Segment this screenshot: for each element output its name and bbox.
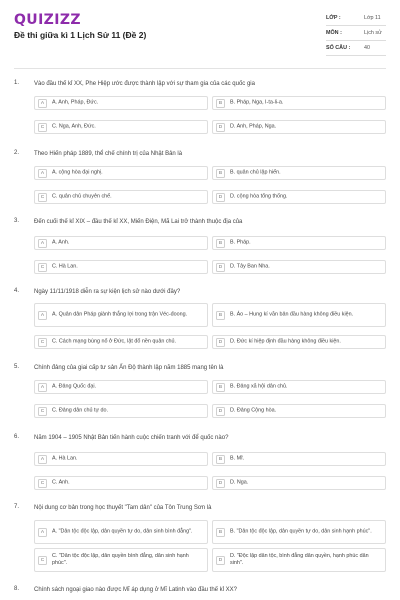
option-letter-badge: B (216, 311, 225, 320)
question-count-value: 40 (364, 45, 370, 51)
option-letter-badge: A (38, 99, 47, 108)
worksheet-title: Đề thi giữa kì 1 Lịch Sử 11 (Đề 2) (14, 30, 147, 40)
field-underline (326, 55, 386, 56)
answer-option-b[interactable] (212, 303, 386, 327)
option-text: D. "Độc lập dân tộc, bình đẳng dân quyền, hạnh phúc dân sinh". (230, 553, 369, 566)
answer-option-d[interactable] (212, 335, 386, 349)
answer-option-b[interactable] (212, 520, 386, 544)
answer-option-a[interactable] (34, 452, 208, 466)
question-text: Theo Hiến pháp 1889, thể chế chính trị của Nhật Bản là (34, 151, 183, 157)
answer-option-a[interactable] (34, 380, 208, 394)
answer-option-a[interactable] (34, 236, 208, 250)
option-letter-badge: B (216, 455, 225, 464)
answer-option-d[interactable] (212, 404, 386, 418)
option-letter-badge: C (38, 263, 47, 272)
answer-option-a[interactable] (34, 166, 208, 180)
option-text: A. "Dân tộc độc lập, dân quyền tự do, dân sinh bình đẳng". (52, 528, 193, 535)
option-letter-badge: A (38, 169, 47, 178)
option-letter-badge: C (38, 193, 47, 202)
field-underline (326, 40, 386, 41)
answer-option-b[interactable] (212, 452, 386, 466)
option-text: B. Đảng xã hội dân chủ. (230, 383, 288, 390)
option-text: B. Mĩ. (230, 455, 245, 462)
subject-value: Lịch sử (364, 30, 382, 36)
question-number: 1. (14, 80, 20, 86)
option-text: A. Anh, Pháp, Đức. (52, 99, 99, 106)
answer-option-a[interactable] (34, 520, 208, 544)
option-text: C. "Dân tộc độc lập, dân quyền bình đẳng, dân sinh hạnh phúc". (52, 553, 189, 566)
answer-option-d[interactable] (212, 548, 386, 572)
option-letter-badge: A (38, 528, 47, 537)
option-text: B. quân chủ lập hiến. (230, 169, 281, 176)
option-letter-badge: A (38, 311, 47, 320)
question-text: Năm 1904 – 1905 Nhật Bản tiến hành cuộc chiến tranh với để quốc nào? (34, 435, 229, 441)
option-text: C. Nga, Anh, Đức. (52, 123, 96, 130)
question-text: Đến cuối thế kỉ XIX – đầu thế kỉ XX, Miến Điện, Mã Lai trở thành thuộc địa của (34, 219, 243, 225)
answer-option-d[interactable] (212, 476, 386, 490)
option-text: A. cộng hòa đại nghị. (52, 169, 103, 176)
option-letter-badge: D (216, 407, 225, 416)
option-text: A. Đảng Quốc đại. (52, 383, 97, 390)
option-letter-badge: D (216, 263, 225, 272)
option-text: A. Anh. (52, 239, 70, 246)
question-number: 7. (14, 504, 20, 510)
header-divider (14, 68, 386, 69)
option-letter-badge: C (38, 338, 47, 347)
class-value: Lớp 11 (364, 15, 381, 21)
question-number: 6. (14, 434, 20, 440)
option-letter-badge: D (216, 123, 225, 132)
option-letter-badge: A (38, 383, 47, 392)
answer-option-a[interactable] (34, 96, 208, 110)
option-letter-badge: D (216, 193, 225, 202)
option-text: D. Nga. (230, 479, 249, 486)
option-letter-badge: B (216, 169, 225, 178)
answer-option-b[interactable] (212, 380, 386, 394)
question-number: 2. (14, 150, 20, 156)
option-text: A. Quân dân Pháp giành thắng lợi trong trận Véc-đoong. (52, 311, 188, 318)
answer-option-c[interactable] (34, 260, 208, 274)
answer-option-c[interactable] (34, 476, 208, 490)
answer-option-c[interactable] (34, 548, 208, 572)
answer-option-c[interactable] (34, 404, 208, 418)
field-underline (326, 25, 386, 26)
option-text: B. Pháp, Nga, I-ta-li-a. (230, 99, 284, 106)
option-text: D. Đảng Cộng hòa. (230, 407, 277, 414)
option-text: D. Đức kí hiệp định đầu hàng không điều kiện. (230, 338, 341, 345)
option-text: B. Áo – Hung kí văn bản đầu hàng không điều kiện. (230, 311, 354, 318)
option-text: D. Tây Ban Nha. (230, 263, 270, 270)
option-letter-badge: B (216, 528, 225, 537)
option-text: C. Đảng dân chủ tự do. (52, 407, 109, 414)
option-letter-badge: C (38, 407, 47, 416)
option-text: C. Anh. (52, 479, 70, 486)
option-letter-badge: B (216, 99, 225, 108)
answer-option-b[interactable] (212, 166, 386, 180)
subject-label: MÔN : (326, 30, 342, 36)
question-number: 5. (14, 364, 20, 370)
option-text: C. Cách mạng bùng nổ ở Đức, lật đổ nền quân chủ. (52, 338, 177, 345)
option-text: D. cộng hòa tổng thống. (230, 193, 288, 200)
quizizz-logo: QUIZIZZ (14, 12, 81, 28)
option-text: A. Hà Lan. (52, 455, 78, 462)
option-letter-badge: C (38, 123, 47, 132)
question-number: 3. (14, 218, 20, 224)
question-text: Chính sách ngoại giao nào được Mĩ áp dụng ở Mĩ Latinh vào đầu thế kỉ XX? (34, 587, 238, 593)
option-letter-badge: D (216, 479, 225, 488)
option-text: B. "Dân tộc độc lập, dân quyền tự do, dân sinh hạnh phúc". (230, 528, 372, 535)
option-letter-badge: C (38, 479, 47, 488)
option-text: C. Hà Lan. (52, 263, 78, 270)
answer-option-d[interactable] (212, 190, 386, 204)
option-text: B. Pháp. (230, 239, 251, 246)
option-text: D. Anh, Pháp, Nga. (230, 123, 277, 130)
answer-option-a[interactable] (34, 303, 208, 327)
answer-option-d[interactable] (212, 120, 386, 134)
answer-option-c[interactable] (34, 120, 208, 134)
worksheet-header (0, 0, 400, 68)
option-text: C. quân chủ chuyên chế. (52, 193, 112, 200)
question-text: Nội dung cơ bản trong học thuyết "Tam dân" của Tôn Trung Sơn là (34, 505, 212, 511)
question-number: 4. (14, 288, 20, 294)
answer-option-b[interactable] (212, 236, 386, 250)
class-label: LỚP : (326, 15, 341, 21)
question-text: Vào đầu thế kỉ XX, Phe Hiệp ước được thành lập với sự tham gia của các quốc gia (34, 81, 255, 87)
option-letter-badge: C (38, 556, 47, 565)
answer-option-c[interactable] (34, 190, 208, 204)
option-letter-badge: A (38, 455, 47, 464)
answer-option-d[interactable] (212, 260, 386, 274)
option-letter-badge: B (216, 239, 225, 248)
answer-option-b[interactable] (212, 96, 386, 110)
option-letter-badge: A (38, 239, 47, 248)
option-letter-badge: D (216, 338, 225, 347)
option-letter-badge: D (216, 556, 225, 565)
question-text: Chính đảng của giai cấp tư sản Ấn Độ thành lập năm 1885 mang tên là (34, 365, 224, 371)
option-letter-badge: B (216, 383, 225, 392)
question-count-label: SỐ CÂU : (326, 45, 351, 51)
answer-option-c[interactable] (34, 335, 208, 349)
question-text: Ngày 11/11/1918 diễn ra sự kiện lịch sử nào dưới đây? (34, 289, 181, 295)
question-number: 8. (14, 586, 20, 592)
